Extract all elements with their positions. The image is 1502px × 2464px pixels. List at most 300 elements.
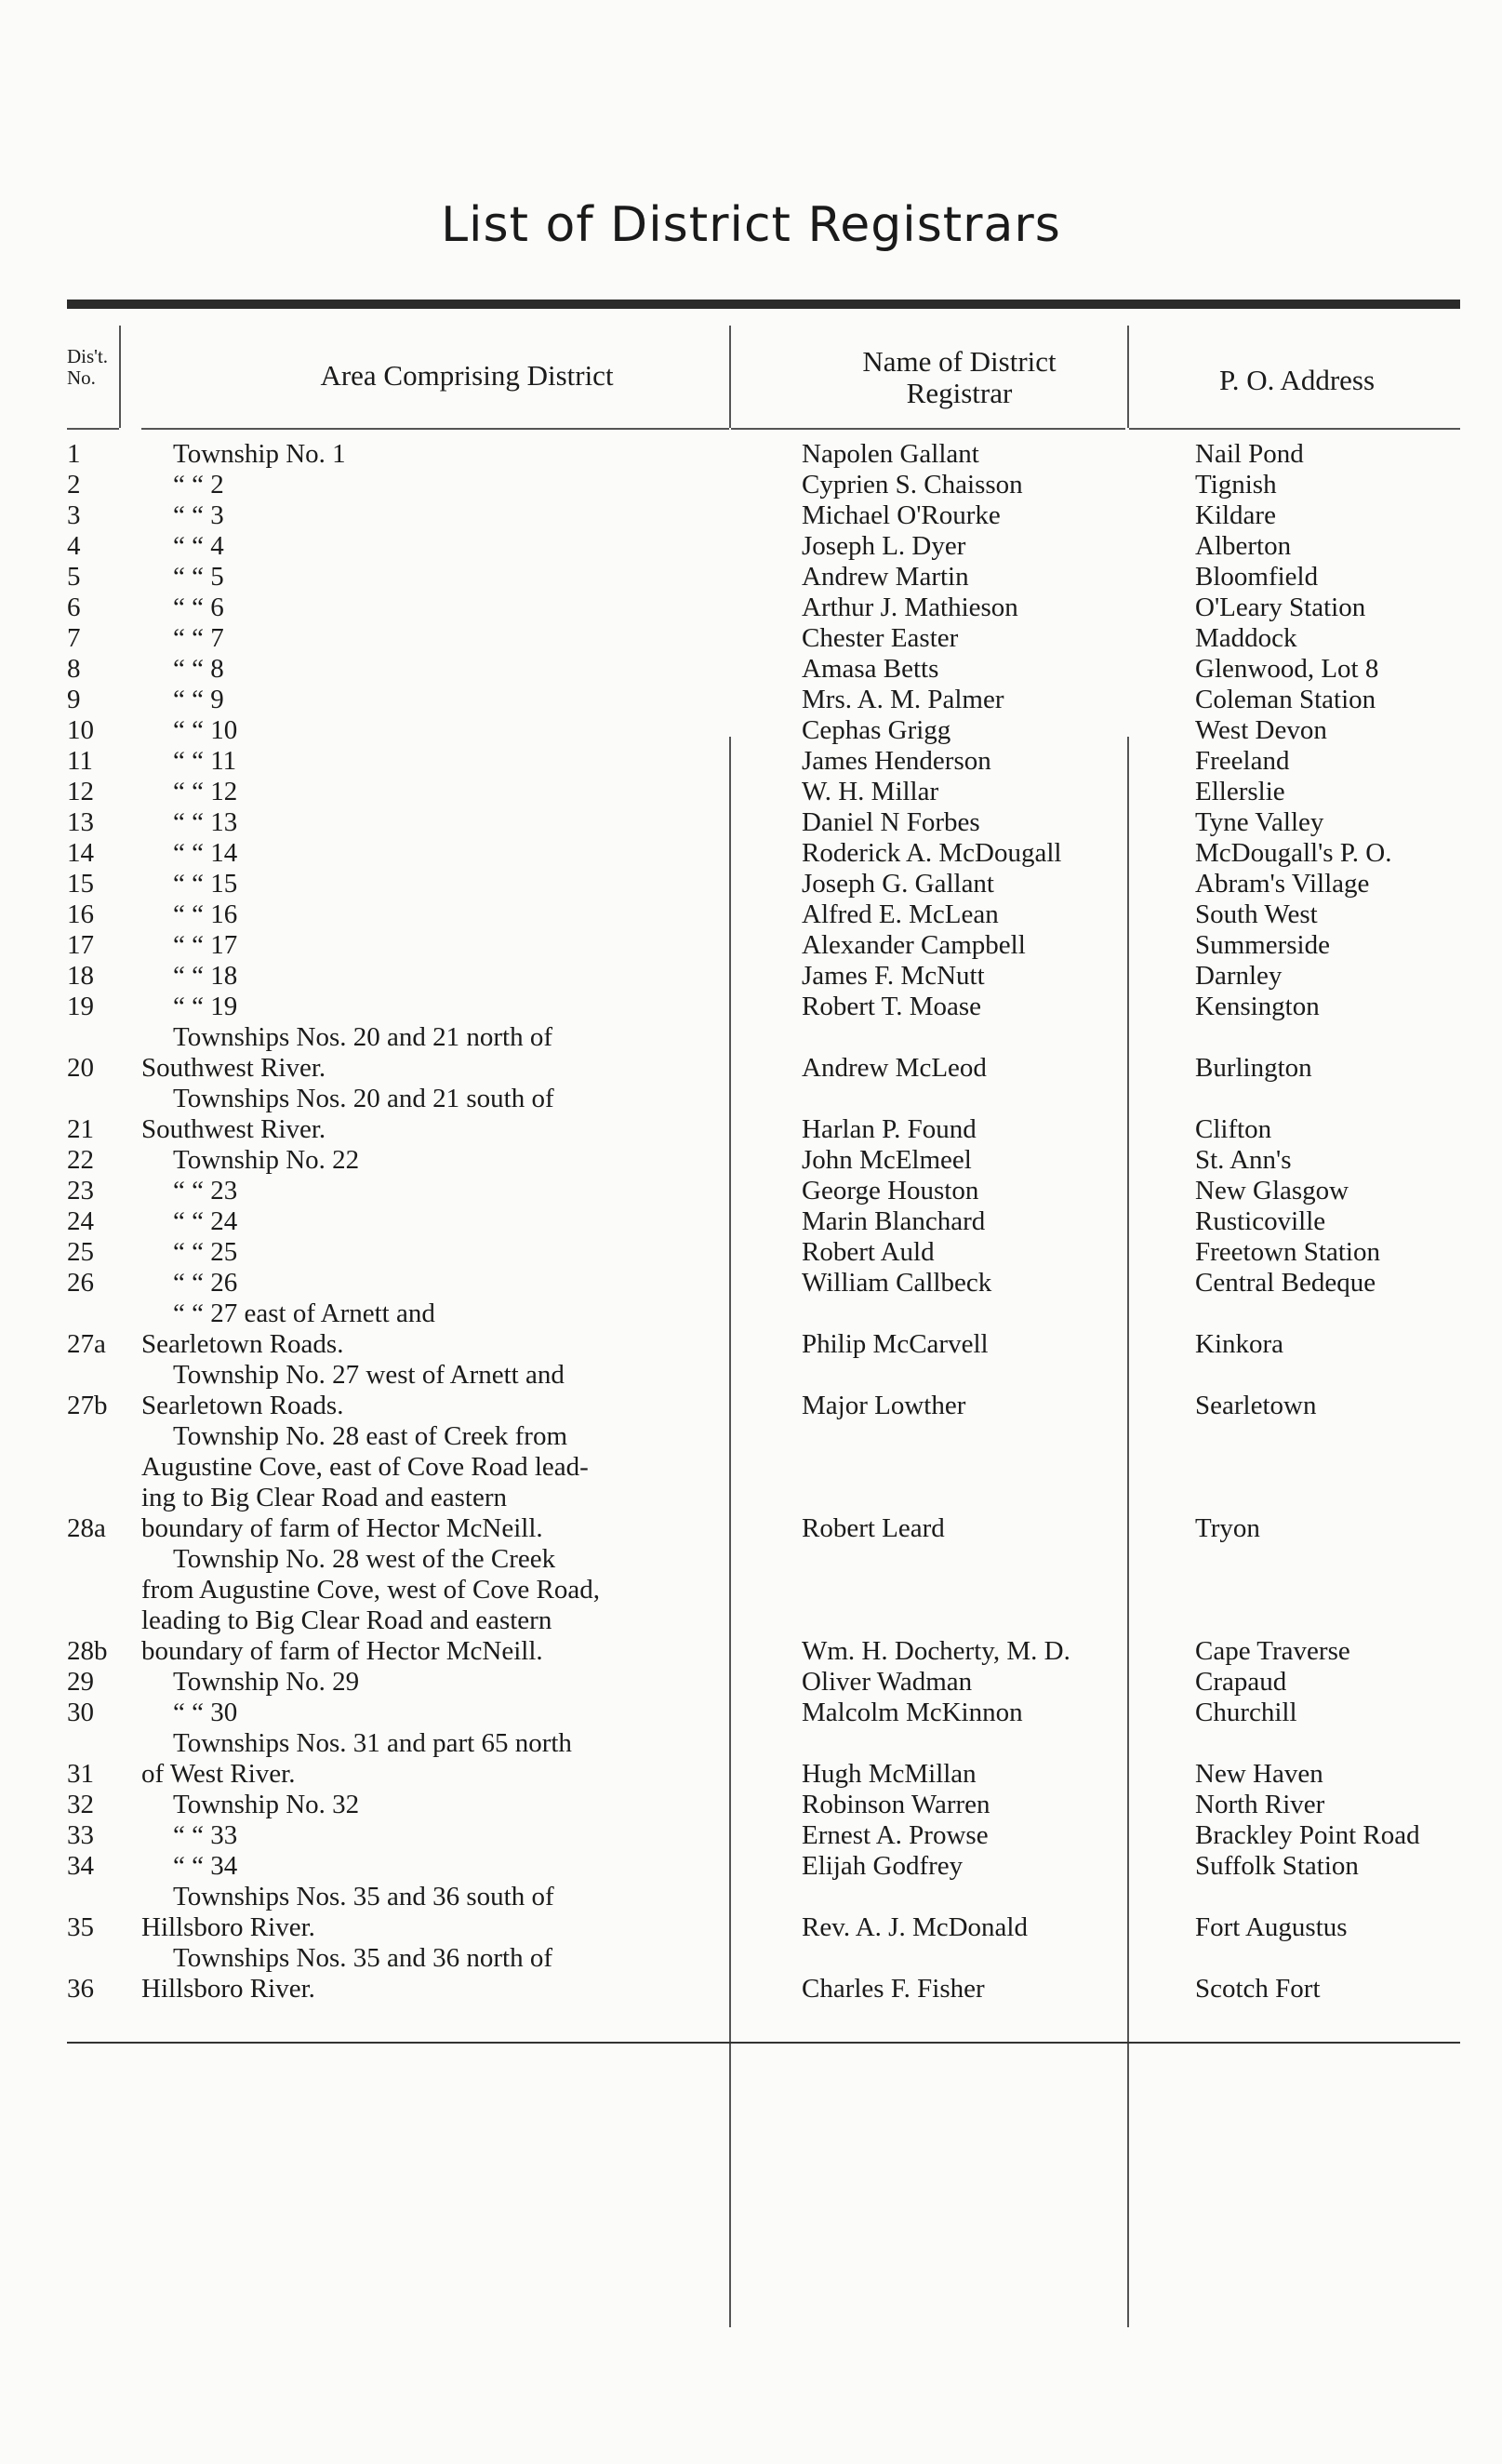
table-header	[67, 309, 1460, 435]
registrar-name-cell	[794, 1882, 1188, 1943]
dist-number: 28b	[67, 1636, 108, 1666]
dist-number: 3	[67, 500, 81, 530]
dist-number: 4	[67, 531, 81, 561]
table-row	[67, 899, 1460, 930]
registrar-name: Elijah Godfrey	[802, 1851, 964, 1881]
po-address-cell	[1188, 623, 1474, 654]
registrar-name-cell	[794, 992, 1188, 1022]
dist-number-cell	[67, 899, 141, 930]
table-row	[67, 439, 1460, 470]
po-address-cell	[1188, 715, 1474, 746]
po-address: McDougall's P. O.	[1195, 838, 1392, 868]
po-address-cell	[1188, 1022, 1474, 1084]
po-address: New Glasgow	[1195, 1176, 1349, 1205]
dist-number: 28a	[67, 1513, 106, 1543]
registrar-name-cell	[794, 838, 1188, 869]
area-line: “ “ 12	[173, 777, 238, 806]
table-row	[67, 1421, 1460, 1544]
po-address-cell	[1188, 654, 1474, 685]
dist-number: 16	[67, 899, 94, 929]
dist-number: 34	[67, 1851, 94, 1881]
table-row	[67, 1145, 1460, 1176]
table-row	[67, 531, 1460, 562]
dist-number: 19	[67, 992, 94, 1021]
area-line: boundary of farm of Hector McNeill.	[141, 1513, 543, 1543]
area-cell	[141, 899, 794, 930]
area-line: of West River.	[141, 1759, 296, 1789]
po-address: Freetown Station	[1195, 1237, 1380, 1267]
dist-number-cell	[67, 593, 141, 623]
dist-number-cell	[67, 1851, 141, 1882]
table-row	[67, 593, 1460, 623]
registrar-name: Joseph G. Gallant	[802, 869, 994, 899]
registrar-name-cell	[794, 1820, 1188, 1851]
area-line: “ “ 19	[173, 992, 238, 1021]
dist-number-cell	[67, 1145, 141, 1176]
table-row	[67, 1268, 1460, 1299]
area-line: “ “ 5	[173, 562, 224, 592]
area-line: boundary of farm of Hector McNeill.	[141, 1636, 543, 1666]
registrar-name-cell	[794, 1176, 1188, 1206]
header-name-line1: Name of District	[862, 345, 1057, 378]
po-address-cell	[1188, 1421, 1474, 1544]
table-row	[67, 1022, 1460, 1084]
po-address-cell	[1188, 1360, 1474, 1421]
area-line: Township No. 22	[173, 1145, 360, 1175]
table-row	[67, 1851, 1460, 1882]
dist-number-cell	[67, 992, 141, 1022]
registrar-name: Michael O'Rourke	[802, 500, 1001, 530]
dist-number-cell	[67, 930, 141, 961]
header-area: Area Comprising District	[320, 359, 614, 392]
po-address: Ellerslie	[1195, 777, 1285, 806]
po-address-cell	[1188, 1943, 1474, 2004]
po-address: Burlington	[1195, 1053, 1312, 1083]
po-address: Clifton	[1195, 1114, 1272, 1144]
dist-number: 6	[67, 593, 81, 622]
po-address-cell	[1188, 1851, 1474, 1882]
table-row	[67, 470, 1460, 500]
area-line: “ “ 15	[173, 869, 238, 899]
registrar-name-cell	[794, 1299, 1188, 1360]
registrar-name: Harlan P. Found	[802, 1114, 977, 1144]
registrar-name: Alexander Campbell	[802, 930, 1026, 960]
dist-number-cell	[67, 654, 141, 685]
po-address-cell	[1188, 500, 1474, 531]
table-row	[67, 654, 1460, 685]
area-line: ing to Big Clear Road and eastern	[141, 1483, 508, 1512]
dist-number-cell	[67, 1790, 141, 1820]
registrar-name-cell	[794, 1084, 1188, 1145]
po-address: Freeland	[1195, 746, 1290, 776]
registrar-name-cell	[794, 1268, 1188, 1299]
table-row	[67, 1084, 1460, 1145]
dist-number: 2	[67, 470, 81, 499]
dist-number: 31	[67, 1759, 94, 1789]
area-line: “ “ 9	[173, 685, 224, 714]
po-address-cell	[1188, 1237, 1474, 1268]
registrar-name-cell	[794, 1360, 1188, 1421]
dist-number: 30	[67, 1698, 94, 1727]
dist-number-cell	[67, 1299, 141, 1360]
table-row	[67, 685, 1460, 715]
po-address: St. Ann's	[1195, 1145, 1292, 1175]
po-address: Searletown	[1195, 1391, 1317, 1420]
area-line: “ “ 13	[173, 807, 238, 837]
dist-number-cell	[67, 838, 141, 869]
po-address-cell	[1188, 1728, 1474, 1790]
area-line: “ “ 7	[173, 623, 224, 653]
area-line: “ “ 23	[173, 1176, 238, 1205]
area-line: Townships Nos. 20 and 21 south of	[173, 1084, 554, 1113]
area-cell	[141, 1728, 794, 1790]
area-line: Townships Nos. 35 and 36 south of	[173, 1882, 554, 1911]
dist-number-cell	[67, 500, 141, 531]
dist-number: 11	[67, 746, 93, 776]
area-line: Township No. 29	[173, 1667, 360, 1697]
po-address-cell	[1188, 1667, 1474, 1698]
po-address-cell	[1188, 838, 1474, 869]
po-address: Abram's Village	[1195, 869, 1370, 899]
area-cell	[141, 1943, 794, 2004]
area-line: “ “ 17	[173, 930, 238, 960]
dist-number-cell	[67, 623, 141, 654]
registrar-name: Ernest A. Prowse	[802, 1820, 989, 1850]
po-address-cell	[1188, 593, 1474, 623]
header-dist-line1: Dis't.	[67, 345, 109, 367]
po-address: Glenwood, Lot 8	[1195, 654, 1379, 684]
po-address-cell	[1188, 1820, 1474, 1851]
table-row	[67, 1206, 1460, 1237]
area-cell	[141, 1268, 794, 1299]
registrar-name-cell	[794, 593, 1188, 623]
registrar-name-cell	[794, 1145, 1188, 1176]
area-line: “ “ 26	[173, 1268, 238, 1298]
dist-number-cell	[67, 1022, 141, 1084]
po-address-cell	[1188, 1544, 1474, 1667]
po-address: O'Leary Station	[1195, 593, 1366, 622]
header-name-line2: Registrar	[906, 377, 1013, 410]
area-line: “ “ 8	[173, 654, 224, 684]
dist-number-cell	[67, 1667, 141, 1698]
po-address: Tryon	[1195, 1513, 1260, 1543]
registrar-name: William Callbeck	[802, 1268, 992, 1298]
area-cell	[141, 1882, 794, 1943]
area-cell	[141, 715, 794, 746]
area-cell	[141, 593, 794, 623]
registrar-name: Mrs. A. M. Palmer	[802, 685, 1004, 714]
po-address-cell	[1188, 777, 1474, 807]
registrar-name-cell	[794, 1544, 1188, 1667]
table-row	[67, 1790, 1460, 1820]
registrar-name-cell	[794, 930, 1188, 961]
bottom-rule	[67, 2042, 1460, 2044]
table-row	[67, 715, 1460, 746]
area-line: “ “ 24	[173, 1206, 238, 1236]
dist-number-cell	[67, 1206, 141, 1237]
area-line: “ “ 10	[173, 715, 238, 745]
registrar-name: Rev. A. J. McDonald	[802, 1912, 1028, 1942]
area-line: Township No. 27 west of Arnett and	[173, 1360, 565, 1390]
area-cell	[141, 869, 794, 899]
area-cell	[141, 1421, 794, 1544]
po-address: Crapaud	[1195, 1667, 1287, 1697]
table-row	[67, 869, 1460, 899]
po-address-cell	[1188, 685, 1474, 715]
area-cell	[141, 1820, 794, 1851]
registrar-name: Daniel N Forbes	[802, 807, 980, 837]
dist-number-cell	[67, 1360, 141, 1421]
dist-number: 25	[67, 1237, 94, 1267]
registrar-name-cell	[794, 1421, 1188, 1544]
po-address: North River	[1195, 1790, 1325, 1819]
area-line: “ “ 6	[173, 593, 224, 622]
area-line: Southwest River.	[141, 1053, 326, 1083]
dist-number: 15	[67, 869, 94, 899]
table-row	[67, 961, 1460, 992]
area-line: “ “ 4	[173, 531, 224, 561]
dist-number-cell	[67, 1698, 141, 1728]
dist-number: 27a	[67, 1329, 106, 1359]
table-row	[67, 1667, 1460, 1698]
po-address: West Devon	[1195, 715, 1327, 745]
dist-number-cell	[67, 1176, 141, 1206]
table-body	[67, 439, 1460, 2004]
dist-number-cell	[67, 1882, 141, 1943]
dist-number-cell	[67, 562, 141, 593]
registrar-name-cell	[794, 1790, 1188, 1820]
table-row	[67, 1943, 1460, 2004]
area-line: Hillsboro River.	[141, 1974, 315, 2004]
po-address-cell	[1188, 531, 1474, 562]
area-cell	[141, 1206, 794, 1237]
po-address: Brackley Point Road	[1195, 1820, 1420, 1850]
table-row	[67, 1698, 1460, 1728]
registrar-name-cell	[794, 654, 1188, 685]
po-address: Bloomfield	[1195, 562, 1319, 592]
area-cell	[141, 961, 794, 992]
area-cell	[141, 1022, 794, 1084]
dist-number: 9	[67, 685, 81, 714]
area-cell	[141, 470, 794, 500]
dist-number: 1	[67, 439, 81, 469]
area-line: “ “ 3	[173, 500, 224, 530]
po-address: Rusticoville	[1195, 1206, 1326, 1236]
table-row	[67, 562, 1460, 593]
area-line: “ “ 33	[173, 1820, 238, 1850]
area-line: Townships Nos. 20 and 21 north of	[173, 1022, 552, 1052]
registrar-name-cell	[794, 685, 1188, 715]
po-address-cell	[1188, 807, 1474, 838]
registrar-name: Robert Auld	[802, 1237, 935, 1267]
area-cell	[141, 1698, 794, 1728]
dist-number-cell	[67, 470, 141, 500]
registrar-name-cell	[794, 1667, 1188, 1698]
area-cell	[141, 930, 794, 961]
table-row	[67, 1728, 1460, 1790]
po-address: Alberton	[1195, 531, 1292, 561]
dist-number: 18	[67, 961, 94, 991]
dist-number: 36	[67, 1974, 94, 2004]
dist-number: 32	[67, 1790, 94, 1819]
table-row	[67, 746, 1460, 777]
area-line: “ “ 27 east of Arnett and	[173, 1299, 435, 1328]
registrar-name-cell	[794, 439, 1188, 470]
dist-number-cell	[67, 685, 141, 715]
dist-number: 17	[67, 930, 94, 960]
registrar-name: Andrew Martin	[802, 562, 969, 592]
col-divider	[1127, 326, 1129, 428]
area-cell	[141, 1084, 794, 1145]
registrar-name-cell	[794, 715, 1188, 746]
area-line: “ “ 14	[173, 838, 238, 868]
registrar-name-cell	[794, 869, 1188, 899]
registrar-name-cell	[794, 1851, 1188, 1882]
header-dist-no	[67, 346, 119, 389]
dist-number: 5	[67, 562, 81, 592]
table-row	[67, 1882, 1460, 1943]
area-line: Township No. 32	[173, 1790, 360, 1819]
dist-number-cell	[67, 1544, 141, 1667]
header-dist-line2: No.	[67, 366, 96, 390]
registrar-name: Amasa Betts	[802, 654, 939, 684]
area-line: leading to Big Clear Road and eastern	[141, 1605, 552, 1635]
area-cell	[141, 1667, 794, 1698]
registrar-name: Marin Blanchard	[802, 1206, 986, 1236]
table-row	[67, 1820, 1460, 1851]
po-address: Coleman Station	[1195, 685, 1376, 714]
area-cell	[141, 992, 794, 1022]
area-line: “ “ 16	[173, 899, 238, 929]
dist-number-cell	[67, 1820, 141, 1851]
area-line: Townships Nos. 31 and part 65 north	[173, 1728, 572, 1758]
dist-number-cell	[67, 715, 141, 746]
dist-number-cell	[67, 1421, 141, 1544]
col-divider	[119, 326, 121, 428]
registrar-name: Napolen Gallant	[802, 439, 979, 469]
po-address: Churchill	[1195, 1698, 1297, 1727]
page-title: List of District Registrars	[441, 197, 1061, 253]
header-underline	[67, 428, 119, 430]
area-cell	[141, 1176, 794, 1206]
area-cell	[141, 562, 794, 593]
header-underline	[731, 428, 1125, 430]
registrar-name: W. H. Millar	[802, 777, 939, 806]
area-cell	[141, 1145, 794, 1176]
registrar-name: Malcolm McKinnon	[802, 1698, 1023, 1727]
po-address-cell	[1188, 1698, 1474, 1728]
registrar-name-cell	[794, 899, 1188, 930]
dist-number: 20	[67, 1053, 94, 1083]
registrar-name-cell	[794, 1943, 1188, 2004]
area-cell	[141, 1544, 794, 1667]
area-cell	[141, 746, 794, 777]
po-address: Suffolk Station	[1195, 1851, 1359, 1881]
registrar-name: Robinson Warren	[802, 1790, 990, 1819]
header-underline	[141, 428, 729, 430]
dist-number-cell	[67, 807, 141, 838]
registrar-name: Andrew McLeod	[802, 1053, 987, 1083]
table-row	[67, 930, 1460, 961]
po-address-cell	[1188, 562, 1474, 593]
table-row	[67, 1176, 1460, 1206]
registrar-name: Oliver Wadman	[802, 1667, 973, 1697]
registrar-name: Alfred E. McLean	[802, 899, 999, 929]
area-line: “ “ 34	[173, 1851, 238, 1881]
area-line: Townships Nos. 35 and 36 north of	[173, 1943, 552, 1973]
registrar-name-cell	[794, 1022, 1188, 1084]
po-address-cell	[1188, 992, 1474, 1022]
po-address-cell	[1188, 1084, 1474, 1145]
header-name	[729, 346, 1190, 409]
registrar-name: Robert T. Moase	[802, 992, 982, 1021]
area-line: Southwest River.	[141, 1114, 326, 1144]
table-row	[67, 1360, 1460, 1421]
area-line: Searletown Roads.	[141, 1329, 344, 1359]
table-row	[67, 500, 1460, 531]
area-line: Township No. 28 west of the Creek	[173, 1544, 556, 1574]
area-cell	[141, 807, 794, 838]
dist-number: 26	[67, 1268, 94, 1298]
area-cell	[141, 777, 794, 807]
dist-number-cell	[67, 1084, 141, 1145]
po-address: Darnley	[1195, 961, 1283, 991]
registrar-table	[67, 300, 1460, 2004]
area-cell	[141, 500, 794, 531]
registrar-name: John McElmeel	[802, 1145, 972, 1175]
registrar-name: Cyprien S. Chaisson	[802, 470, 1023, 499]
po-address-cell	[1188, 1176, 1474, 1206]
po-address-cell	[1188, 1790, 1474, 1820]
dist-number-cell	[67, 1268, 141, 1299]
po-address: Kensington	[1195, 992, 1320, 1021]
area-line: “ “ 25	[173, 1237, 238, 1267]
dist-number-cell	[67, 1728, 141, 1790]
registrar-name: Cephas Grigg	[802, 715, 951, 745]
dist-number-cell	[67, 531, 141, 562]
area-cell	[141, 1299, 794, 1360]
dist-number-cell	[67, 961, 141, 992]
po-address-cell	[1188, 1206, 1474, 1237]
area-line: Augustine Cove, east of Cove Road lead-	[141, 1452, 589, 1482]
po-address: Cape Traverse	[1195, 1636, 1350, 1666]
dist-number: 21	[67, 1114, 94, 1144]
registrar-name: George Houston	[802, 1176, 979, 1205]
registrar-name: Wm. H. Docherty, M. D.	[802, 1636, 1070, 1666]
po-address-cell	[1188, 930, 1474, 961]
po-address: Kildare	[1195, 500, 1276, 530]
po-address: Maddock	[1195, 623, 1297, 653]
registrar-name-cell	[794, 746, 1188, 777]
registrar-name: Philip McCarvell	[802, 1329, 989, 1359]
registrar-name: Joseph L. Dyer	[802, 531, 966, 561]
po-address: Nail Pond	[1195, 439, 1304, 469]
registrar-name: Arthur J. Mathieson	[802, 593, 1018, 622]
po-address: Central Bedeque	[1195, 1268, 1376, 1298]
registrar-name-cell	[794, 807, 1188, 838]
area-cell	[141, 1237, 794, 1268]
dist-number: 12	[67, 777, 94, 806]
table-row	[67, 777, 1460, 807]
po-address-cell	[1188, 439, 1474, 470]
dist-number: 29	[67, 1667, 94, 1697]
registrar-name-cell	[794, 1237, 1188, 1268]
area-cell	[141, 1790, 794, 1820]
dist-number: 33	[67, 1820, 94, 1850]
dist-number: 14	[67, 838, 94, 868]
table-row	[67, 807, 1460, 838]
po-address: South West	[1195, 899, 1318, 929]
